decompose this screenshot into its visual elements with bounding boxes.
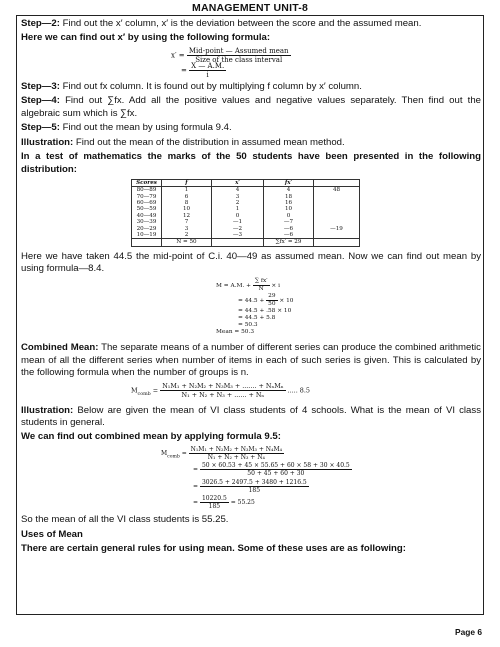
step-2 bbox=[21, 18, 481, 30]
comb-formula-fraction bbox=[160, 382, 285, 399]
table-cell: 7 bbox=[184, 219, 189, 226]
table-cell: 0 bbox=[235, 212, 240, 219]
step-5-text: Find out the mean by using formula 9.4. bbox=[59, 122, 232, 134]
comb-calc-line-2: = $\frac{50 \times 60.53 + 45 \times 55.65 + 60 \times 58 + 30 \times 40.5}{50 + 45 + 60 + 30}$ bbox=[193, 462, 350, 478]
mean-calc-num-2: 29 bbox=[268, 293, 276, 300]
table-cell: 18 bbox=[284, 193, 293, 200]
comb-formula-lhs: M bbox=[131, 386, 138, 395]
page-content bbox=[21, 18, 481, 558]
x-prime-lhs: x′ = bbox=[171, 51, 185, 60]
table-col-fx-prime bbox=[264, 187, 314, 239]
combined-mean-paragraph bbox=[21, 342, 481, 379]
combined-mean-label: Combined Mean: bbox=[21, 342, 99, 354]
table-cell: 10—19 bbox=[136, 232, 157, 239]
mean-calculation bbox=[216, 278, 481, 336]
comb-calc-result: = 55.25 bbox=[230, 499, 255, 507]
table-header-scores: Scores bbox=[132, 179, 162, 186]
step-5 bbox=[21, 122, 481, 134]
table-cell: —6 bbox=[283, 232, 294, 239]
step-3-text: Find out fx column. It is found out by multiplying f column by x′ column. bbox=[59, 80, 362, 92]
mean-calc-den-2: 50 bbox=[268, 301, 276, 308]
table-total-empty bbox=[212, 239, 264, 246]
table-cell: —6 bbox=[283, 225, 294, 232]
conclusion: So the mean of all the VI class students is 55.25. bbox=[21, 514, 229, 526]
step-2-text: Find out the x′ column, x′ is the deviation between the score and the assumed mean. bbox=[59, 18, 422, 29]
mean-paragraph: Here we have taken 44.5 the mid-point of C.i. 40—49 as assumed mean. Now we can find out mean by using formula—8.4. bbox=[21, 250, 481, 275]
step-5-label: Step—5: bbox=[21, 122, 60, 134]
table-cell: 12 bbox=[182, 212, 191, 219]
illustration-1 bbox=[21, 137, 481, 149]
step-4-text: Find out ∑fx. Add all the positive values and negative values separately. Then find out the algebraic sum which is ∑fx. bbox=[21, 95, 481, 119]
mean-calc-line-4: = 44.5 + 5.8 bbox=[238, 315, 276, 322]
combined-mean-formula bbox=[131, 382, 481, 399]
comb-calc-lhs: M bbox=[161, 450, 168, 457]
mean-calc-line-3: = 44.5 + .58 × 10 bbox=[238, 308, 292, 315]
mean-calc-num-1: ∑ fx′ bbox=[254, 278, 268, 285]
formula-intro: Here we can find out x′ by using the following formula: bbox=[21, 32, 271, 44]
illustration-2-label: Illustration: bbox=[21, 404, 74, 416]
comb-calc-fraction-3 bbox=[200, 479, 309, 494]
x-prime-eq2: = bbox=[181, 66, 187, 75]
score-distribution-table bbox=[131, 179, 360, 247]
comb-formula-eq: = bbox=[150, 386, 159, 395]
combined-mean-text: The separate means of a number of different series can produce the combined arithmetic mean of all the different series when number of items in each of such series is given. This is calculated by the following formula when the number of groups is n. bbox=[21, 342, 481, 379]
table-cell: 30—39 bbox=[136, 219, 157, 226]
illustration-2-text: Below are given the mean of VI class students of 4 schools. What is the mean of VI class students in general. bbox=[21, 404, 481, 428]
table-cell: —19 bbox=[330, 225, 343, 232]
table-cell: —1 bbox=[232, 219, 243, 226]
step-3 bbox=[21, 81, 481, 93]
comb-calc-num-4: 10220.5 bbox=[201, 495, 227, 503]
mean-calc-line-2 bbox=[216, 293, 481, 308]
table-cell: 6 bbox=[184, 193, 189, 200]
illustration-1-text: Find out the mean of the distribution in assumed mean method. bbox=[73, 136, 345, 148]
page-number: Page 6 bbox=[454, 627, 482, 637]
table-col-scores bbox=[132, 187, 162, 239]
x-prime-numerator-2: X — A.M. bbox=[191, 61, 225, 70]
table-cell: 4 bbox=[235, 187, 240, 194]
table-cell: 40—49 bbox=[136, 212, 157, 219]
table-cell: 16 bbox=[284, 200, 293, 207]
table-cell: 50—59 bbox=[136, 206, 157, 213]
comb-calc-fraction-4 bbox=[200, 495, 229, 510]
combined-mean-calculation bbox=[161, 446, 481, 511]
table-header-sums bbox=[314, 179, 360, 186]
table-cell: 1 bbox=[184, 187, 189, 194]
table-cell: 80—89 bbox=[136, 187, 157, 194]
x-prime-denominator-2: i bbox=[206, 71, 209, 80]
comb-calc-num-3: 3026.5 + 2497.5 + 3480 + 1216.5 bbox=[201, 478, 307, 486]
uses-of-mean-heading: Uses of Mean bbox=[21, 528, 83, 540]
illustration-1-label: Illustration: bbox=[21, 136, 74, 148]
comb-calc-line-3: = $\frac{3026.5 + 2497.5 + 3480 + 1216.5}{185}$ bbox=[193, 478, 307, 494]
comb-calc-eq: = bbox=[179, 450, 187, 457]
table-cell: 48 bbox=[332, 187, 341, 194]
table-cell bbox=[317, 232, 356, 238]
table-col-sums bbox=[314, 187, 360, 239]
table-cell: 2 bbox=[235, 200, 240, 207]
comb-calc-line-4: = $\frac{10220.5}{185}$ = 55.25 bbox=[193, 495, 255, 511]
x-prime-denominator-1: Size of the class interval bbox=[195, 56, 283, 65]
table-cell: 0 bbox=[286, 212, 291, 219]
table-col-f bbox=[162, 187, 212, 239]
step-4-label: Step—4: bbox=[21, 95, 60, 107]
step-3-label: Step—3: bbox=[21, 80, 60, 92]
comb-calc-sub: comb bbox=[167, 454, 180, 460]
illustration-1-problem: In a test of mathematics the marks of the 50 students have been presented in the following distribution: bbox=[21, 151, 481, 175]
table-cell: 3 bbox=[235, 193, 240, 200]
table-cell: —2 bbox=[232, 225, 243, 232]
mean-calc-lhs: M = A.M. + bbox=[216, 283, 251, 290]
mean-calc-line-5: = 50.3 bbox=[238, 322, 258, 329]
comb-calc-den-1: N₁ + N₂ + N₃ + N₄ bbox=[207, 454, 265, 461]
mean-calc-line-1 bbox=[216, 278, 481, 293]
mean-calc-den-1: N bbox=[258, 286, 264, 293]
table-cell: 2 bbox=[184, 232, 189, 239]
table-total-n: N = 50 bbox=[162, 239, 212, 246]
page-header: MANAGEMENT UNIT-8 bbox=[192, 2, 308, 14]
mean-calc-tail-1: × i bbox=[271, 283, 280, 290]
uses-of-mean-text: There are certain general rules for using mean. Some of these uses are as following: bbox=[21, 543, 406, 555]
comb-formula-sub: comb bbox=[137, 391, 151, 397]
table-total-empty bbox=[132, 239, 162, 246]
table-total-empty bbox=[314, 239, 360, 246]
table-cell: 1 bbox=[235, 206, 240, 213]
comb-calc-num-2: 50 × 60.53 + 45 × 55.65 + 60 × 58 + 30 × 40.5 bbox=[201, 462, 350, 470]
comb-calc-num-1: N₁M₁ + N₂M₂ + N₃M₃ + N₄M₄ bbox=[190, 445, 282, 453]
table-cell: —7 bbox=[283, 219, 294, 226]
table-cell: 10 bbox=[284, 206, 293, 213]
comb-formula-num: N₁M₁ + N₂M₂ + N₃M₃ + ....... + NₙMₙ bbox=[162, 381, 284, 390]
table-cell: 4 bbox=[286, 187, 291, 194]
mean-calc-line-6: Mean = 50.3 bbox=[216, 329, 255, 336]
table-cell: 60—69 bbox=[136, 200, 157, 207]
table-cell: —3 bbox=[232, 232, 243, 239]
mean-calc-tail-2: × 10 bbox=[279, 298, 294, 305]
table-header-x-prime: x′ bbox=[212, 179, 264, 186]
comb-formula-den: N₁ + N₂ + N₃ + ...... + Nₙ bbox=[181, 390, 265, 399]
mean-calc-pre-2: = 44.5 + bbox=[238, 298, 265, 305]
comb-calc-den-4: 185 bbox=[208, 503, 221, 511]
comb-calc-den-3: 185 bbox=[248, 486, 261, 494]
x-prime-formula bbox=[171, 46, 481, 80]
table-col-x-prime bbox=[212, 187, 264, 239]
table-cell: 3 bbox=[184, 225, 189, 232]
table-total-row bbox=[132, 239, 360, 246]
table-header-fx-prime: fx′ bbox=[264, 179, 314, 186]
comb-calc-fraction-2 bbox=[200, 462, 352, 477]
table-cell: 10 bbox=[182, 206, 191, 213]
illustration-2 bbox=[21, 405, 481, 430]
table-header-f: f bbox=[162, 179, 212, 186]
comb-calc-fraction-1 bbox=[189, 446, 284, 461]
illustration-2-intro: We can find out combined mean by applying formula 9.5: bbox=[21, 431, 281, 443]
table-cell: 8 bbox=[184, 200, 189, 207]
table-cell: 70—79 bbox=[136, 193, 157, 200]
table-total-fx: ∑fx′ = 29 bbox=[264, 239, 314, 246]
table-data-block bbox=[132, 187, 360, 239]
x-prime-numerator-1: Mid-point — Assumed mean bbox=[188, 46, 289, 55]
table-cell: 20—29 bbox=[136, 225, 157, 232]
x-prime-fraction-2 bbox=[189, 62, 226, 79]
mean-calc-fraction-1 bbox=[253, 278, 270, 293]
step-2-label: Step—2: bbox=[21, 18, 60, 29]
comb-formula-ref: ..... 8.5 bbox=[287, 386, 310, 395]
comb-calc-den-2: 50 + 45 + 60 + 30 bbox=[247, 470, 305, 478]
table-header-row bbox=[132, 179, 360, 186]
step-4 bbox=[21, 95, 481, 120]
mean-calc-fraction-2 bbox=[266, 293, 277, 308]
comb-calc-line-1 bbox=[161, 446, 481, 461]
